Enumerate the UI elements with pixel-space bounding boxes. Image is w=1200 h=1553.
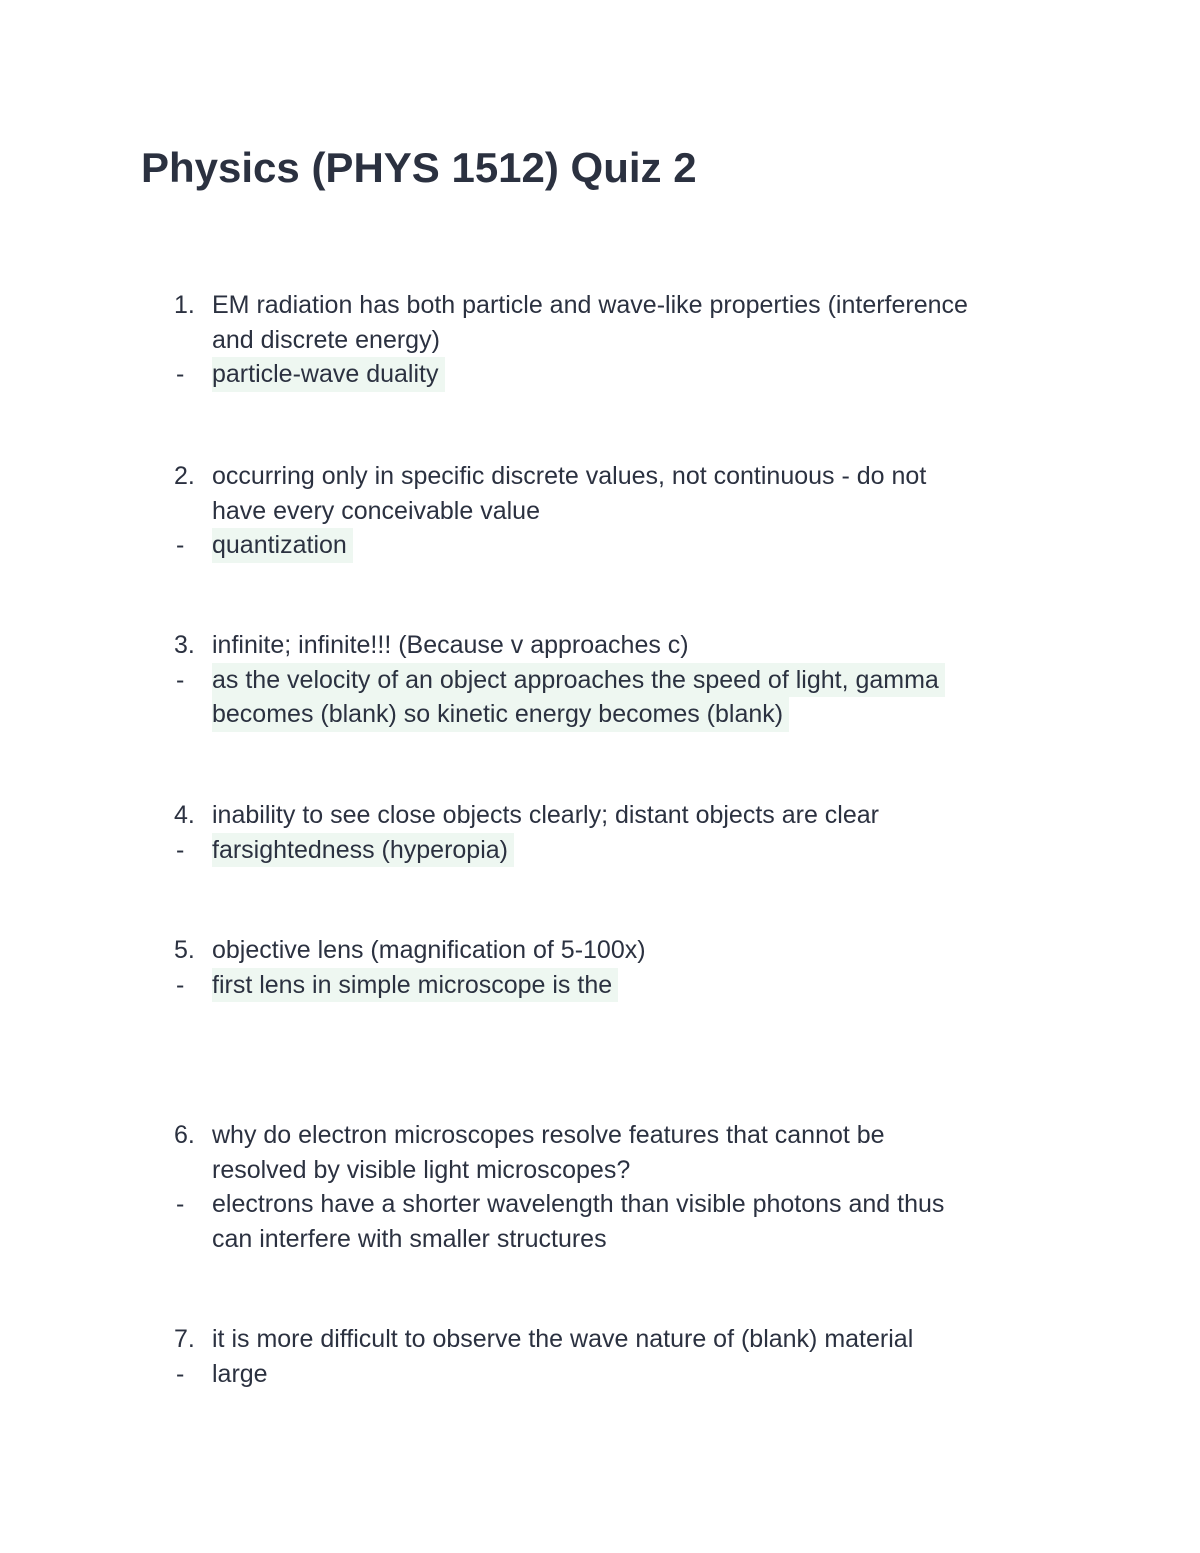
- document-title: Physics (PHYS 1512) Quiz 2: [141, 144, 697, 191]
- answer-line: [0, 528, 1200, 563]
- question-prompt-line: why do electron microscopes resolve features that cannot be: [212, 1121, 885, 1149]
- answer-text-line: becomes (blank) so kinetic energy becomes (blank): [212, 697, 789, 732]
- question-line: [0, 288, 1200, 323]
- question-line: [0, 628, 1200, 663]
- answer-text-line: electrons have a shorter wavelength than visible photons and thus: [212, 1190, 945, 1218]
- question-number: 1.: [174, 291, 195, 319]
- answer-line: [0, 1222, 1200, 1257]
- answer-line: [0, 968, 1200, 1003]
- answer-line: [0, 833, 1200, 868]
- dash-bullet: -: [176, 970, 185, 999]
- dash-bullet: -: [176, 1359, 185, 1388]
- question-prompt-line: it is more difficult to observe the wave nature of (blank) material: [212, 1325, 914, 1353]
- answer-text-line: first lens in simple microscope is the: [212, 968, 618, 1003]
- answer-line: [0, 1187, 1200, 1222]
- question-item-1: [0, 288, 1200, 392]
- question-item-7: [0, 1322, 1200, 1391]
- answer-text-line: farsightedness (hyperopia): [212, 833, 514, 868]
- answer-text-line: can interfere with smaller structures: [212, 1224, 607, 1253]
- question-number: 2.: [174, 462, 195, 490]
- question-prompt-line: infinite; infinite!!! (Because v approaches c): [212, 631, 689, 659]
- question-line: [0, 933, 1200, 968]
- question-prompt-line: resolved by visible light microscopes?: [212, 1155, 631, 1184]
- question-prompt-line: have every conceivable value: [212, 496, 540, 525]
- question-prompt-line: inability to see close objects clearly; distant objects are clear: [212, 801, 879, 829]
- dash-bullet: -: [176, 665, 185, 694]
- question-line: [0, 1118, 1200, 1153]
- question-prompt-line: EM radiation has both particle and wave-like properties (interference: [212, 291, 968, 319]
- answer-line: [0, 663, 1200, 698]
- question-prompt-line: and discrete energy): [212, 325, 440, 354]
- answer-line: [0, 357, 1200, 392]
- answer-text-line: particle-wave duality: [212, 357, 445, 392]
- dash-bullet: -: [176, 835, 185, 864]
- question-prompt-line: occurring only in specific discrete values, not continuous - do not: [212, 462, 927, 490]
- answer-text-line: large: [212, 1359, 268, 1388]
- question-number: 3.: [174, 631, 195, 659]
- question-item-3: [0, 628, 1200, 732]
- question-item-6: [0, 1118, 1200, 1256]
- question-item-2: [0, 459, 1200, 563]
- dash-bullet: -: [176, 1190, 185, 1218]
- question-number: 4.: [174, 801, 195, 829]
- question-number: 5.: [174, 936, 195, 964]
- question-line: [0, 494, 1200, 529]
- answer-text-line: as the velocity of an object approaches the speed of light, gamma: [212, 663, 945, 698]
- dash-bullet: -: [176, 360, 185, 388]
- question-line: [0, 798, 1200, 833]
- question-item-5: [0, 933, 1200, 1002]
- question-prompt-line: objective lens (magnification of 5-100x): [212, 936, 646, 964]
- question-line: [0, 1153, 1200, 1188]
- answer-line: [0, 1357, 1200, 1392]
- answer-line: [0, 697, 1200, 732]
- question-item-4: [0, 798, 1200, 867]
- question-line: [0, 459, 1200, 494]
- question-number: 7.: [174, 1325, 195, 1353]
- question-line: [0, 1322, 1200, 1357]
- answer-text-line: quantization: [212, 528, 353, 563]
- dash-bullet: -: [176, 531, 185, 559]
- question-number: 6.: [174, 1121, 195, 1149]
- question-line: [0, 323, 1200, 358]
